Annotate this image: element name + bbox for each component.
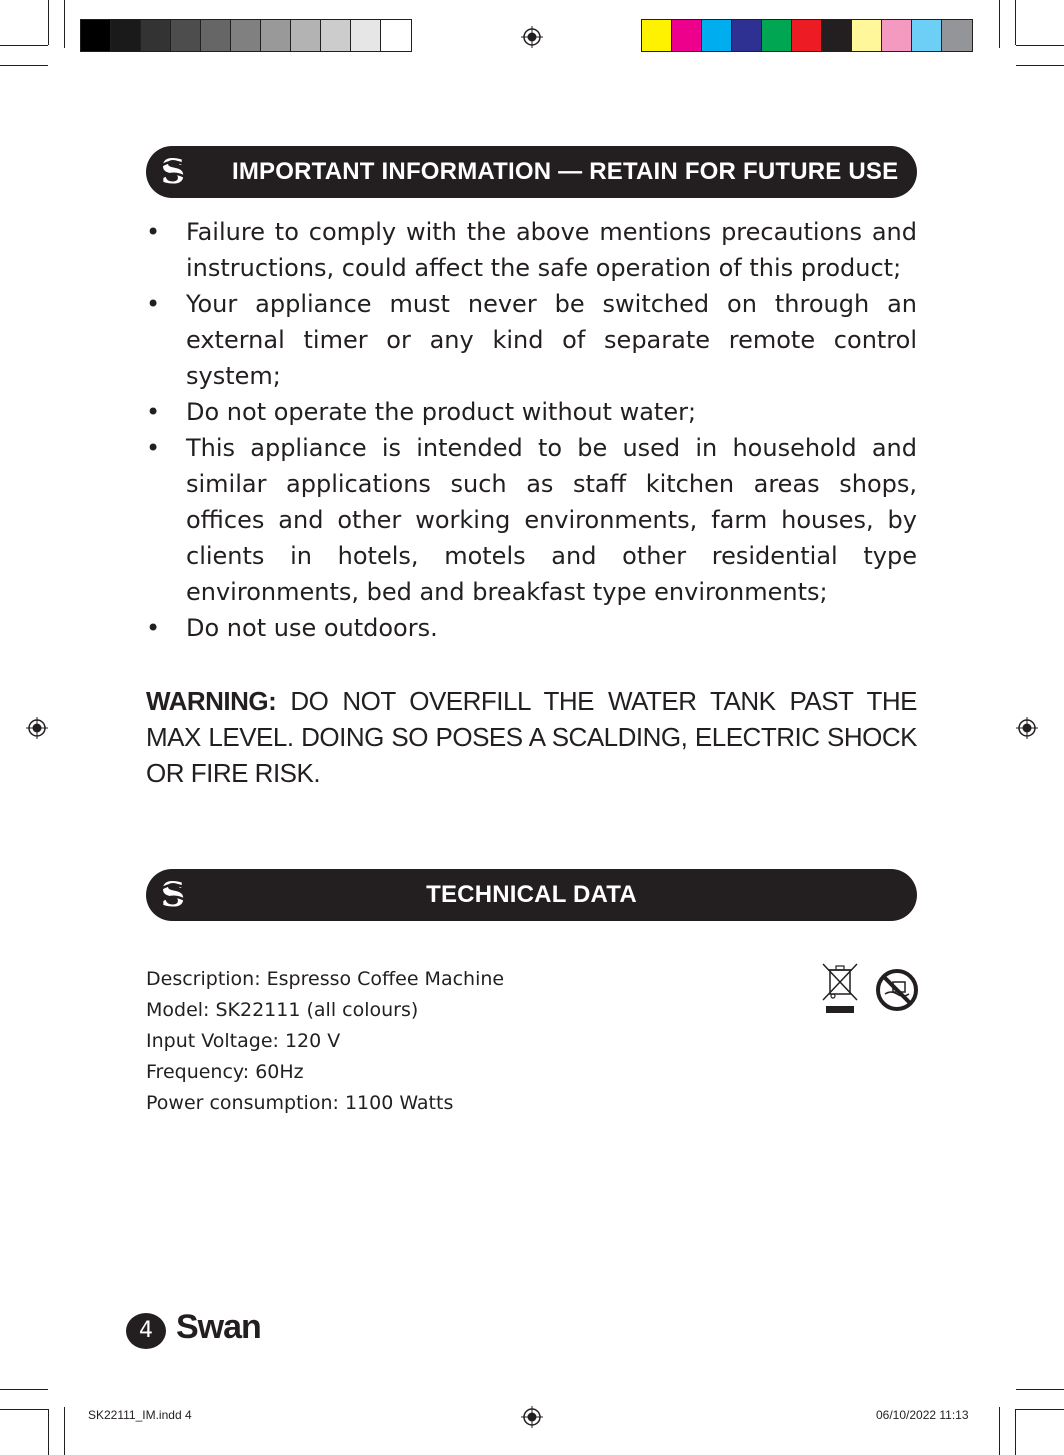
crop-mark — [48, 1409, 49, 1455]
bullet-text: Your appliance must never be switched on through an external timer or any kind of separate remote control system; — [186, 290, 917, 390]
color-swatch — [822, 20, 852, 51]
spec-voltage: Input Voltage: 120 V — [146, 1030, 341, 1052]
spec-power: Power consumption: 1100 Watts — [146, 1092, 454, 1114]
list-item — [146, 430, 917, 610]
color-swatch — [291, 20, 321, 51]
crop-mark — [0, 1409, 48, 1410]
color-swatch — [852, 20, 882, 51]
bullet-text: This appliance is intended to be used in household and similar applications such as staff kitchen areas shops, offices and other working environments, farm houses, by clients in hotels, motels and other residential type environments, bed and breakfast type environments; — [186, 434, 917, 606]
grayscale-color-bar — [80, 19, 412, 52]
crop-mark — [1015, 0, 1016, 45]
crop-mark — [0, 65, 48, 66]
crop-mark — [1015, 1409, 1016, 1455]
technical-data-header — [146, 869, 917, 921]
crop-mark — [1016, 45, 1064, 46]
spec-frequency: Frequency: 60Hz — [146, 1061, 304, 1083]
registration-mark-icon — [1016, 717, 1038, 739]
registration-mark-icon — [26, 717, 48, 739]
swan-brand-logo: Swan — [176, 1308, 261, 1346]
list-item — [146, 214, 917, 286]
color-swatch — [231, 20, 261, 51]
bullet-text: Failure to comply with the above mentions precautions and instructions, could affect the safe operation of this product; — [186, 218, 917, 282]
crop-mark — [1016, 1409, 1064, 1410]
crop-mark — [64, 0, 65, 48]
color-swatch — [321, 20, 351, 51]
color-swatch — [381, 20, 411, 51]
slug-filename: SK22111_IM.indd 4 — [88, 1408, 192, 1422]
crop-mark — [64, 1407, 65, 1455]
no-immersion-icon — [875, 968, 919, 1012]
crop-mark — [999, 1407, 1000, 1455]
page-number: 4 — [126, 1313, 166, 1349]
color-swatch — [171, 20, 201, 51]
color-swatch — [642, 20, 672, 51]
slug-datetime: 06/10/2022 11:13 — [876, 1408, 969, 1422]
warning-label: WARNING: — [146, 686, 277, 716]
color-swatch — [261, 20, 291, 51]
registration-mark-icon — [521, 26, 543, 48]
svg-text:S: S — [160, 152, 186, 192]
list-item — [146, 610, 917, 646]
color-swatch — [792, 20, 822, 51]
bullet-marker: • — [146, 434, 161, 462]
swan-logo-icon — [151, 150, 195, 194]
registration-mark-icon — [521, 1406, 543, 1428]
list-item — [146, 394, 917, 430]
warning-paragraph — [146, 683, 917, 791]
warning-text: DO NOT OVERFILL THE WATER TANK PAST THE MAX LEVEL. DOING SO POSES A SCALDING, ELECTRIC SHOCK OR FIRE RISK. — [146, 686, 917, 788]
color-swatch — [912, 20, 942, 51]
bullet-marker: • — [146, 218, 161, 246]
list-item — [146, 286, 917, 394]
compliance-icons — [818, 962, 918, 1016]
color-swatch — [702, 20, 732, 51]
precautions-list — [146, 214, 917, 646]
color-swatch — [942, 20, 972, 51]
color-swatch — [672, 20, 702, 51]
color-swatch — [351, 20, 381, 51]
crop-mark — [48, 0, 49, 45]
crop-mark — [1016, 1389, 1064, 1390]
technical-specs — [146, 964, 504, 1119]
crop-mark — [0, 1389, 48, 1390]
weee-crossed-bin-icon — [818, 962, 864, 1016]
bullet-text: Do not use outdoors. — [186, 614, 438, 642]
color-swatch — [762, 20, 792, 51]
process-color-bar — [641, 19, 973, 52]
bullet-marker: • — [146, 398, 161, 426]
spec-model: Model: SK22111 (all colours) — [146, 999, 419, 1021]
bullet-marker: • — [146, 290, 161, 318]
color-swatch — [732, 20, 762, 51]
crop-mark — [999, 0, 1000, 48]
section-title: TECHNICAL DATA — [426, 881, 637, 908]
spec-description: Description: Espresso Coffee Machine — [146, 968, 505, 990]
color-swatch — [882, 20, 912, 51]
color-swatch — [141, 20, 171, 51]
svg-text:S: S — [160, 875, 186, 915]
crop-mark — [1016, 65, 1064, 66]
color-swatch — [81, 20, 111, 51]
important-info-header — [146, 146, 917, 198]
bullet-marker: • — [146, 614, 161, 642]
bullet-text: Do not operate the product without water; — [186, 398, 697, 426]
section-title: IMPORTANT INFORMATION — RETAIN FOR FUTURE USE — [232, 158, 899, 185]
color-swatch — [201, 20, 231, 51]
crop-mark — [0, 45, 48, 46]
color-swatch — [111, 20, 141, 51]
